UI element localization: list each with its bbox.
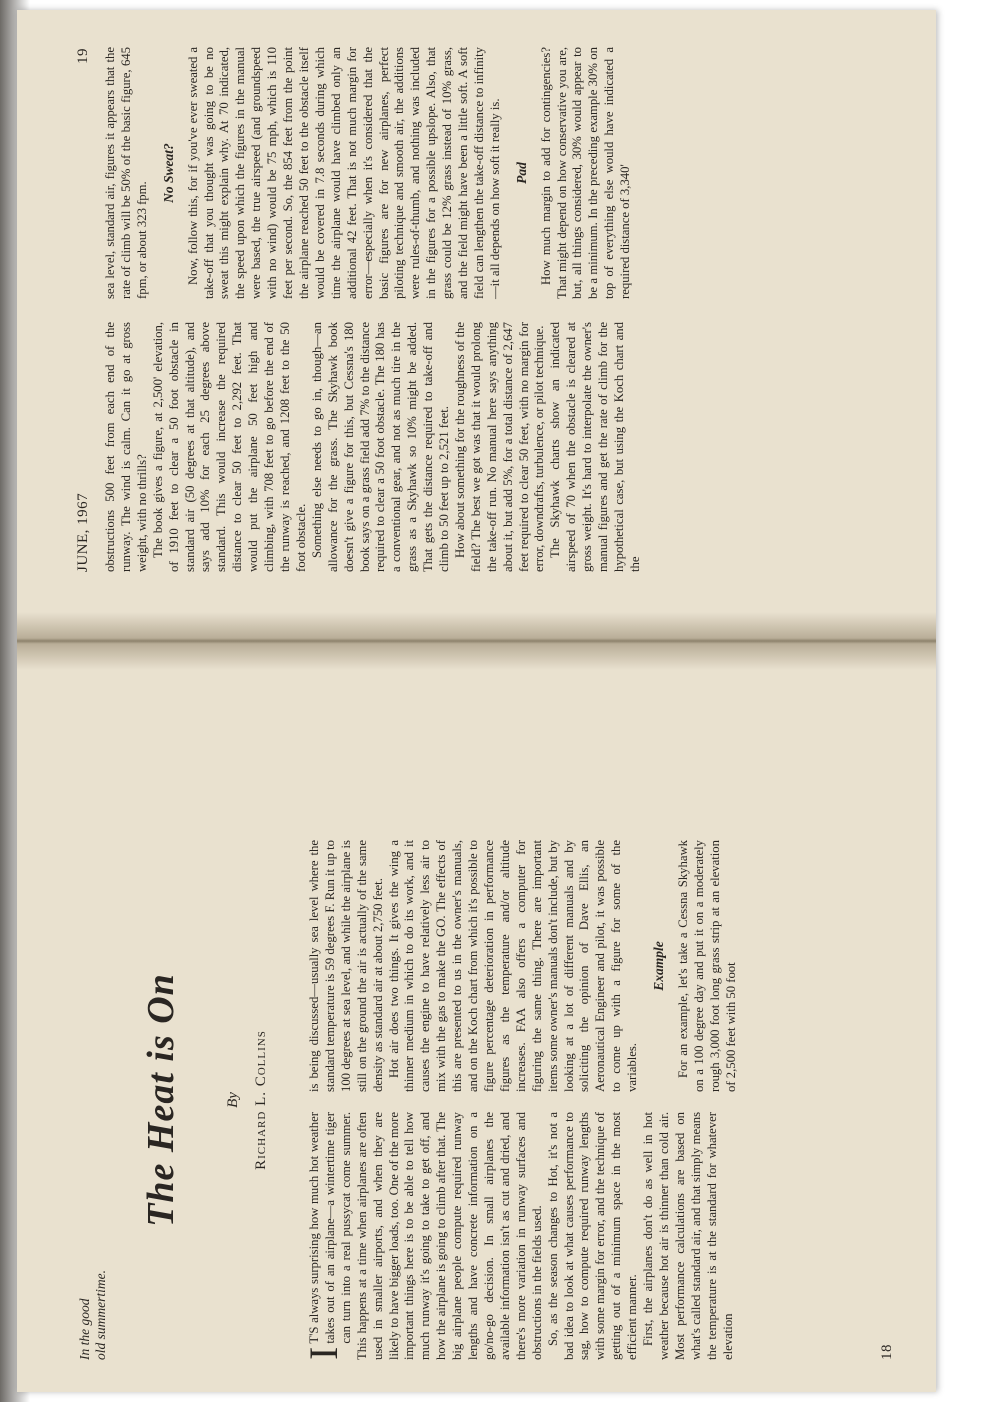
paragraph: Hot air does two things. It gives the wing a thinner medium in which to do its work, and it causes the engine to have relatively less air to mix with the gas to make the GO. The effects of this are presented to us in the owner's manuals, and on the Koch chart from which it's possible to figure percentage deterioration in performance figures as the temperature and/or altitude increases. FAA also offers a computer for figuring the same thing. There are important items some owner's manuals don't include, but by looking at a lot of different manuals and by soliciting the opinion of Dave Ellis, an Aeronautical Engineer and pilot, it was possible to come up with a figure for some of the variables.: [386, 840, 640, 1092]
paragraph: The Skyhawk charts show an indicated airspeed of 70 when the obstacle is cleared at gross weight. It's hard to interpolate the owner's manual figures and get the rate of climb for the hypothetical case, but using the Koch chart and the: [548, 322, 642, 572]
paragraph: obstructions 500 feet from each end of the runway. The wind is calm. Can it go at gross weight, with no thrills?: [103, 322, 149, 572]
subhead-example: Example: [651, 941, 667, 991]
article-title: The Heat is On: [140, 973, 182, 1227]
right-column-1: [103, 322, 644, 572]
paragraph: The book gives a figure, at 2,500' elevation, of 1910 feet to clear a 50 foot obstacle in standard air (50 degrees at that altitude), and says add 10% for each 25 degrees above standard. This would increase the required distance to clear 50 feet to 2,292 feet. That would put the airplane 50 feet high and climbing, with 708 feet to go before the end of the runway is reached, and 1208 feet to the 50 foot obstacle.: [150, 322, 308, 572]
paragraph: I T'S always surprising how much hot weather takes out of an airplane—a wintertime tiger can turn into a real pussycat come summer. This happens at a time when airplanes are often used in smaller airports, and when they are likely to have bigger loads, too. One of the more important things here is to be able to tell how much runway it's going to take to get off, and how the airplane is going to climb after that. The big airplane people compute required runway lengths and have concrete information on a go/no-go decision. In small airplanes the available information isn't as cut and dried, and there's more variation in runway surfaces and obstructions in the fields used.: [301, 1112, 544, 1360]
paragraph: sea level, standard air, figures it appears that the rate of climb will be 50% of the basic figure, 645 fpm, or about 323 fpm.: [103, 47, 149, 299]
kicker-line: old summertime.: [93, 1270, 108, 1360]
paragraph: How much margin to add for contingencies? That might depend on how conservative you are, but, all things considered, 30% would appear to be a minimum. In the preceding example 30% on top of everything else would have indicated a required distance of 3,340': [538, 47, 633, 299]
subhead-no-sweat: No Sweat?: [160, 143, 176, 203]
page-18: [17, 680, 936, 1392]
paragraph: First, the airplanes don't do as well in hot weather because hot air is thinner than cold air. Most performance calculations are based on what's called standard air, and that simply means the temperature is at the standard for whatever elevation: [641, 1112, 735, 1360]
byline-by: By: [225, 1092, 241, 1108]
paragraph: So, as the season changes to Hot, it's not a bad idea to look at what causes performance to sag, how to compute required runway lengths with some margin for error, and the technique of getting out of a minimum space in the most efficient manner.: [545, 1112, 640, 1360]
paragraph: Now, follow this, for if you've ever sweated a take-off that you thought was going to be no sweat this might explain why. At 70 indicated, the speed upon which the figures in the manual were based, the true airspeed (and groundspeed with no wind) would be 75 mph, which is 110 feet per second. So, the 854 feet from the point the airplane reached 50 feet to the obstacle itself would be covered in 7.8 seconds during which time the airplane would have climbed only an additional 42 feet. That is not much margin for error—especially when it's considered that the basic figures are for new airplanes, perfect piloting technique and smooth air, the additions were rules-of-thumb, and nothing was included in the figures for a possible upslope. Also, that grass could be 12% grass instead of 10% grass, and the field might have been a little soft. A soft field can lengthen the take-off distance to infinity—it all depends on how soft it really is.: [185, 47, 502, 299]
left-column-1: [301, 1112, 736, 1360]
right-column-2: [103, 47, 634, 299]
kicker-line: In the good: [77, 1298, 92, 1360]
left-column-2: [307, 840, 740, 1092]
paragraph: How about something for the roughness of the field? The best we got was that it would prolong the take-off run. No manual here says anything about it, but add 5%, for a total distance of 2,647 feet required to clear 50 feet, with no margin for error, downdrafts, turbulence, or pilot technique.: [452, 322, 547, 572]
page-number: 18: [879, 1344, 895, 1360]
kicker: [77, 1270, 109, 1360]
subhead-pad: Pad: [513, 162, 529, 184]
drop-cap: I: [301, 1346, 346, 1360]
issue-date: JUNE, 1967: [75, 492, 91, 572]
rotated-spread-canvas: [17, 10, 936, 1392]
page-19: [17, 10, 936, 682]
paragraph: For an example, let's take a Cessna Skyhawk on a 100 degree day and put it on a moderately rough 3,000 foot long grass strip at an elevation of 2,500 feet with 50 foot: [675, 840, 738, 1092]
page-number: 19: [75, 48, 91, 64]
paragraph: is being discussed—usually sea level where the standard temperature is 59 degrees F. Run it up to 100 degrees at sea level, and while the airplane is still on the ground the air is actually of the same density as standard air at about 2,750 feet.: [307, 840, 385, 1092]
byline-author: Richard L. Collins: [253, 1030, 269, 1170]
paragraph: Something else needs to go in, though—an allowance for the grass. The Skyhawk book doesn't give a figure for this, but Cessna's 180 book says on a grass field add 7% to the distance required to clear a 50 foot obstacle. The 180 has a conventional gear, and not as much tire in the grass as a Skyhawk so 10% might be added. That gets the distance required to take-off and climb to 50 feet up to 2,521 feet.: [309, 322, 452, 572]
